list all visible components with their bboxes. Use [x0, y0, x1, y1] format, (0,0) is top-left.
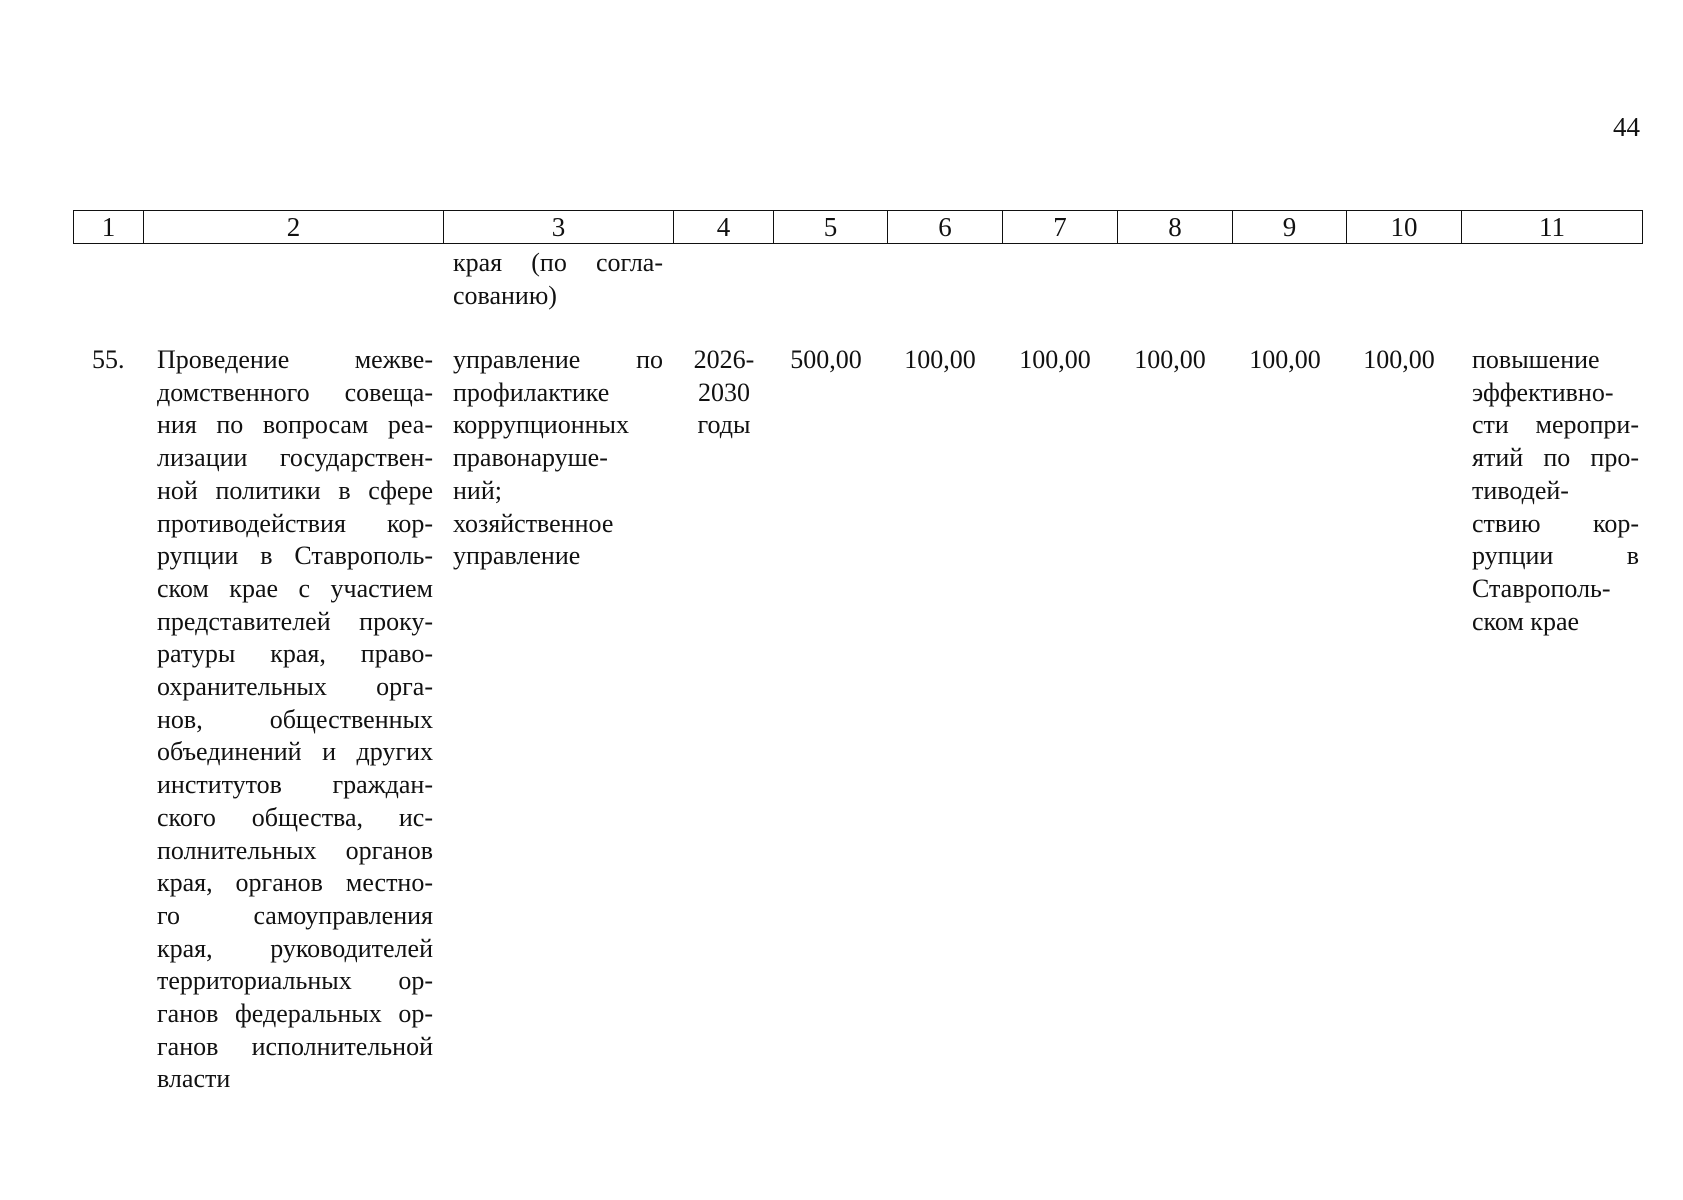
text-line: рупции в Ставрополь-	[157, 541, 433, 571]
text-line: противодействия кор-	[157, 508, 433, 538]
text-line: края (по согла-	[453, 248, 663, 277]
event-description	[157, 344, 433, 1096]
text-line: ганов исполнительной	[157, 1031, 433, 1061]
text-line: тиводей-	[1472, 475, 1569, 505]
text-line: сованию)	[453, 280, 557, 310]
text-line: хозяйственное	[453, 508, 614, 538]
text-line: 2026-	[693, 345, 755, 374]
execution-period	[680, 344, 768, 442]
value-col10: 100,00	[1363, 345, 1435, 374]
text-line: сти меропри-	[1472, 410, 1639, 440]
column-number-7: 7	[1003, 211, 1118, 244]
value-col9: 100,00	[1249, 345, 1321, 374]
column-number-3: 3	[444, 211, 674, 244]
text-line: края, органов местно-	[157, 868, 433, 898]
text-line: нов, общественных	[157, 704, 433, 734]
value-col8: 100,00	[1134, 345, 1206, 374]
text-line: управление по	[453, 345, 663, 374]
text-line: повышение	[1472, 345, 1600, 374]
expected-result	[1472, 344, 1639, 638]
text-line: ганов федеральных ор-	[157, 999, 433, 1029]
value-col7: 100,00	[1019, 345, 1091, 374]
continuation-col3	[453, 247, 663, 312]
text-line: рупции в	[1472, 541, 1639, 571]
text-line: ском крае с участием	[157, 573, 433, 603]
row-number: 55.	[92, 345, 125, 374]
text-line: объединений и других	[157, 737, 433, 767]
text-line: ятий по про-	[1472, 443, 1639, 473]
text-line: профилактике	[453, 377, 610, 407]
column-number-2: 2	[144, 211, 444, 244]
text-line: Проведение межве-	[157, 345, 433, 374]
text-line: Ставрополь-	[1472, 573, 1611, 603]
value-col6: 100,00	[904, 345, 976, 374]
text-line: лизации государствен-	[157, 443, 433, 473]
column-number-11: 11	[1462, 211, 1643, 244]
text-line: ной политики в сфере	[157, 475, 433, 505]
text-line: охранительных орга-	[157, 672, 433, 702]
text-line: территориальных ор-	[157, 966, 433, 996]
column-header-table	[73, 210, 1643, 244]
column-number-8: 8	[1118, 211, 1233, 244]
text-line: эффективно-	[1472, 377, 1614, 407]
text-line: края, руководителей	[157, 933, 433, 963]
header-row	[74, 211, 1643, 244]
text-line: годы	[697, 410, 751, 440]
text-line: ния по вопросам реа-	[157, 410, 433, 440]
responsible-executors	[453, 344, 663, 573]
text-line: институтов граждан-	[157, 770, 433, 800]
text-line: ний;	[453, 475, 502, 505]
text-line: го самоуправления	[157, 900, 433, 930]
column-number-4: 4	[674, 211, 774, 244]
text-line: управление	[453, 541, 581, 571]
page-number: 44	[1613, 112, 1640, 142]
text-line: ратуры края, право-	[157, 639, 433, 669]
value-col5: 500,00	[790, 345, 862, 374]
column-number-1: 1	[74, 211, 144, 244]
column-number-5: 5	[774, 211, 888, 244]
text-line: правонаруше-	[453, 443, 608, 473]
column-number-10: 10	[1347, 211, 1462, 244]
text-line: власти	[157, 1064, 231, 1094]
text-line: коррупционных	[453, 410, 630, 440]
text-line: ского общества, ис-	[157, 802, 433, 832]
text-line: ствию кор-	[1472, 508, 1639, 538]
text-line: ском крае	[1472, 606, 1580, 636]
text-line: домственного совеща-	[157, 377, 433, 407]
text-line: 2030	[698, 377, 750, 407]
column-number-9: 9	[1233, 211, 1347, 244]
text-line: представителей проку-	[157, 606, 433, 636]
column-number-6: 6	[888, 211, 1003, 244]
text-line: полнительных органов	[157, 835, 433, 865]
